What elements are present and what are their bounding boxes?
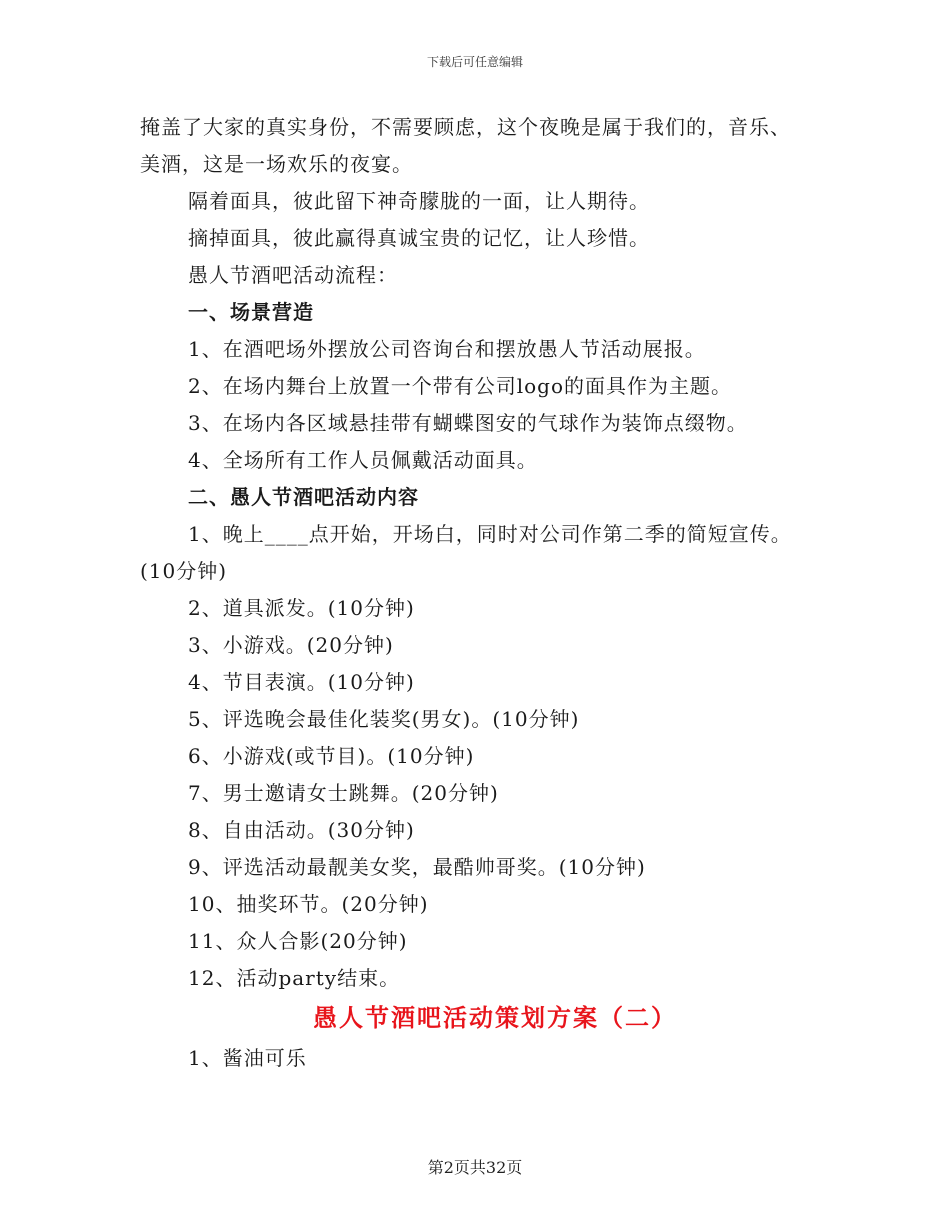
list-item: 11、众人合影(20分钟) bbox=[188, 929, 408, 953]
list-item: 1、酱油可乐 bbox=[188, 1046, 307, 1070]
list-item: 2、道具派发。(10分钟) bbox=[188, 596, 415, 620]
paragraph: 愚人节酒吧活动流程： bbox=[188, 263, 398, 287]
list-item: 7、男士邀请女士跳舞。(20分钟) bbox=[188, 781, 499, 805]
paragraph-line: 美酒，这是一场欢乐的夜宴。 bbox=[140, 152, 413, 176]
list-item: 6、小游戏(或节目)。(10分钟) bbox=[188, 744, 475, 768]
list-item: 2、在场内舞台上放置一个带有公司logo的面具作为主题。 bbox=[188, 374, 733, 398]
list-item: 1、晚上____点开始，开场白，同时对公司作第二季的简短宣传。 bbox=[188, 522, 792, 546]
list-item-continuation: (10分钟) bbox=[140, 559, 228, 583]
list-item: 8、自由活动。(30分钟) bbox=[188, 818, 415, 842]
section-title: 愚人节酒吧活动策划方案（二） bbox=[313, 1003, 677, 1032]
list-item: 4、全场所有工作人员佩戴活动面具。 bbox=[188, 448, 538, 472]
header-note: 下载后可任意编辑 bbox=[426, 55, 523, 69]
list-item: 10、抽奖环节。(20分钟) bbox=[188, 892, 429, 916]
paragraph: 隔着面具，彼此留下神奇朦胧的一面，让人期待。 bbox=[188, 189, 650, 213]
paragraph-line: 掩盖了大家的真实身份，不需要顾虑，这个夜晚是属于我们的，音乐、 bbox=[140, 115, 791, 139]
section-heading: 一、场景营造 bbox=[188, 300, 314, 324]
paragraph: 摘掉面具，彼此赢得真诚宝贵的记忆，让人珍惜。 bbox=[188, 226, 650, 250]
page-footer: 第2页共32页 bbox=[427, 1158, 523, 1177]
list-item: 1、在酒吧场外摆放公司咨询台和摆放愚人节活动展报。 bbox=[188, 337, 706, 361]
section-heading: 二、愚人节酒吧活动内容 bbox=[188, 485, 419, 509]
list-item: 3、在场内各区域悬挂带有蝴蝶图安的气球作为装饰点缀物。 bbox=[188, 411, 748, 435]
list-item: 9、评选活动最靓美女奖，最酷帅哥奖。(10分钟) bbox=[188, 855, 646, 879]
list-item: 12、活动party结束。 bbox=[188, 966, 401, 990]
list-item: 3、小游戏。(20分钟) bbox=[188, 633, 394, 657]
list-item: 4、节目表演。(10分钟) bbox=[188, 670, 415, 694]
list-item: 5、评选晚会最佳化装奖(男女)。(10分钟) bbox=[188, 707, 580, 731]
